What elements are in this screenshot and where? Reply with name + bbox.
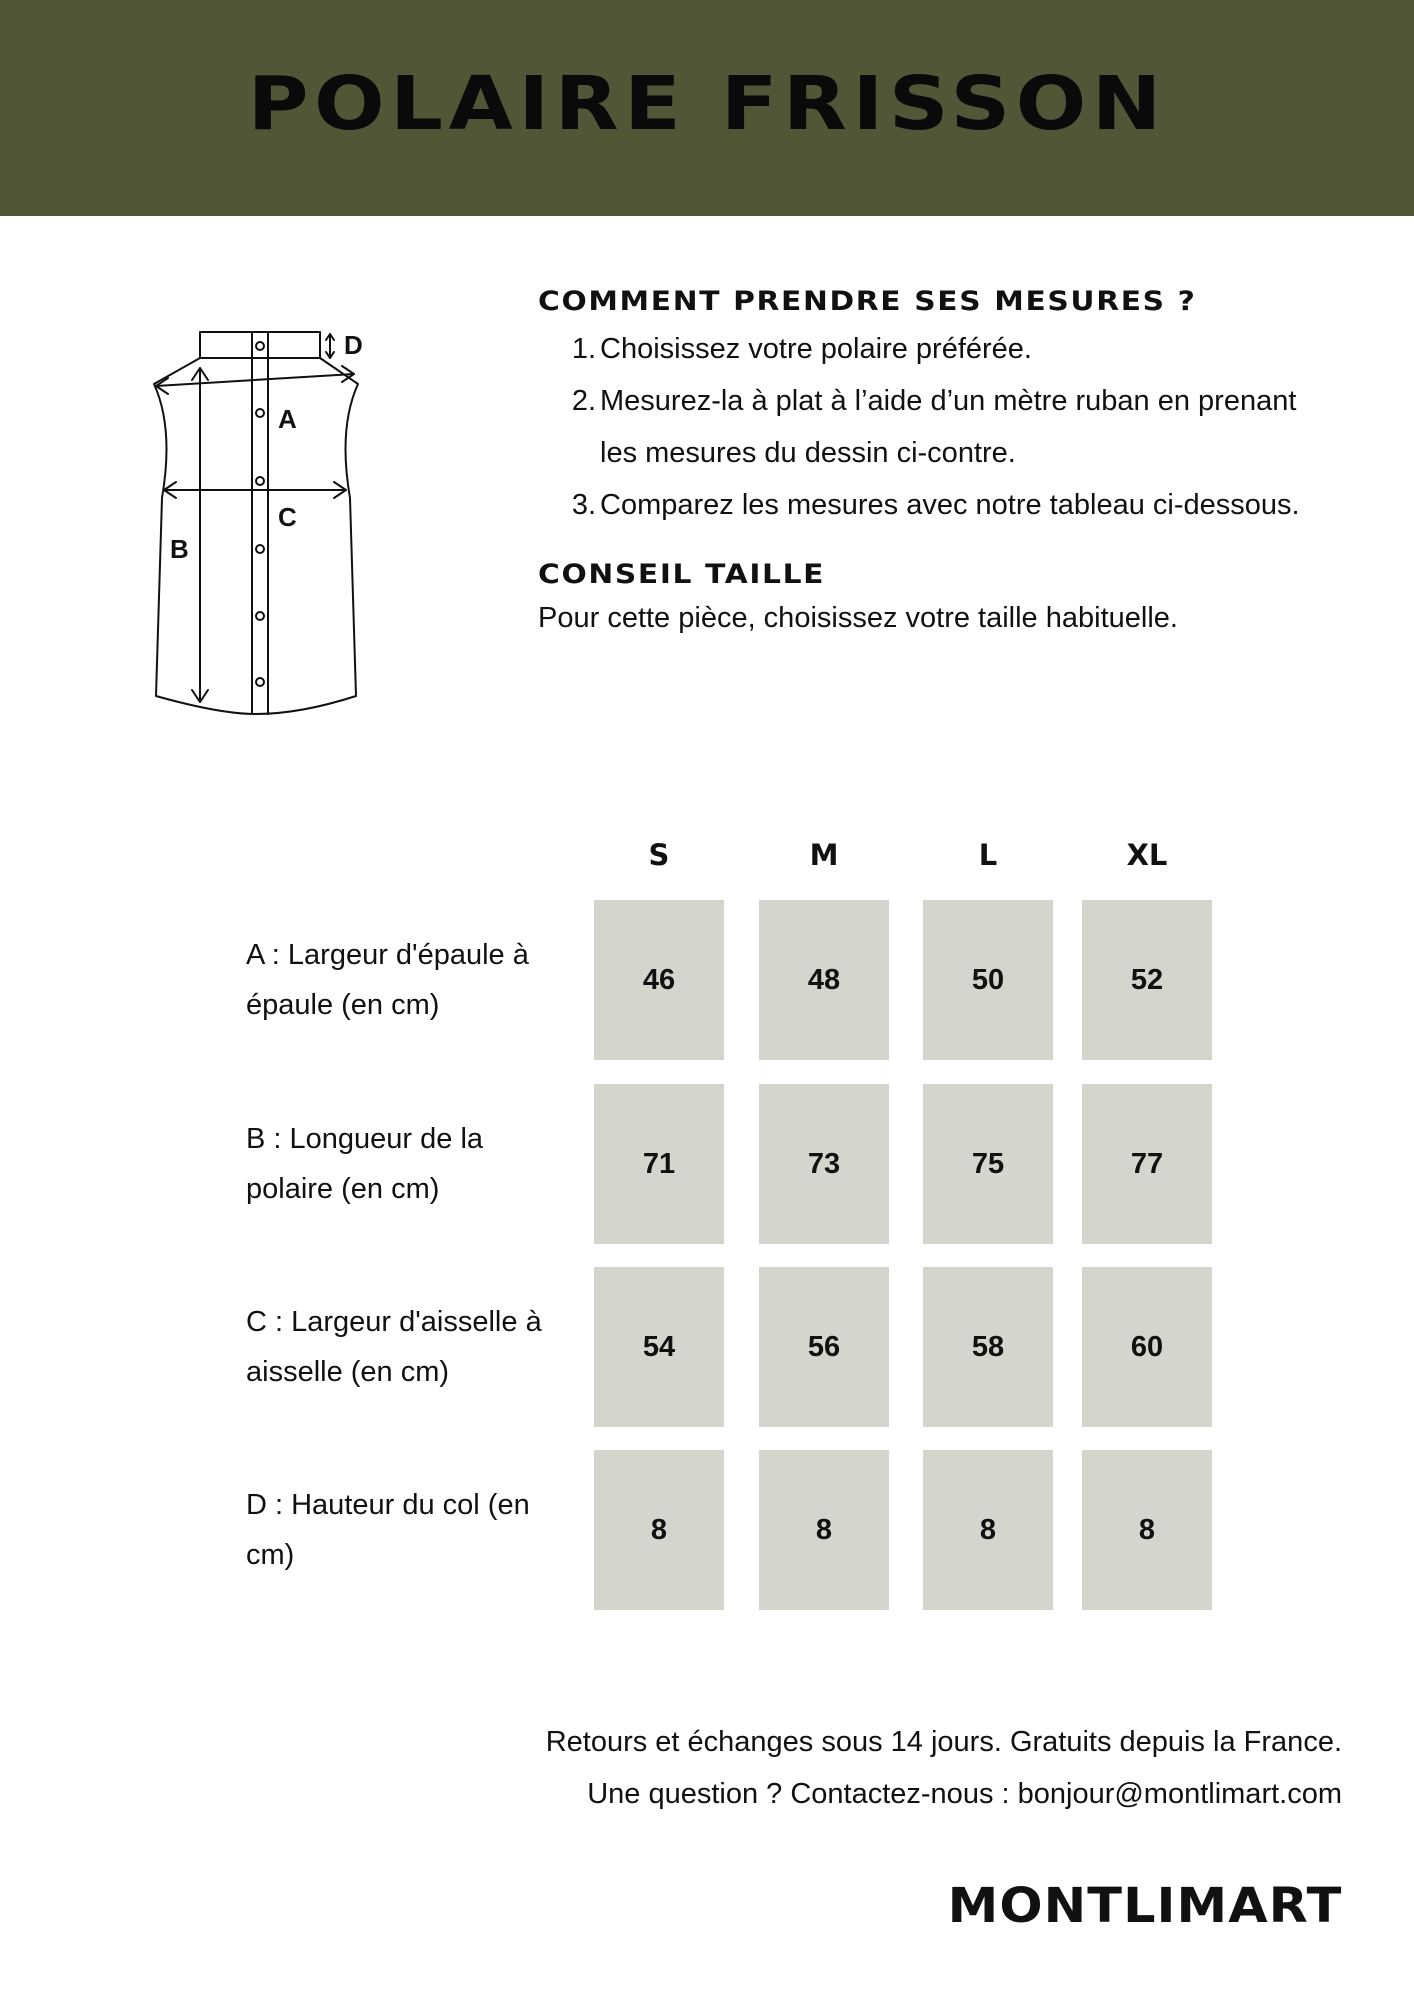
steps-list — [538, 323, 1398, 531]
table-cell: 56 — [759, 1267, 889, 1427]
step-text: Comparez les mesures avec notre tableau ci-dessous. — [600, 489, 1300, 521]
table-cell: 60 — [1082, 1267, 1212, 1427]
how-to-heading: COMMENT PRENDRE SES MESURES ? — [538, 286, 1197, 317]
contact-info: Une question ? Contactez-nous : bonjour@montlimart.com — [587, 1778, 1342, 1810]
table-cell: 8 — [1082, 1450, 1212, 1610]
vest-measurement-diagram — [140, 318, 380, 738]
table-cell: 58 — [923, 1267, 1053, 1427]
brand-logo: MONTLIMART — [947, 1878, 1342, 1934]
page-title: POLAIRE FRISSON — [247, 61, 1167, 147]
diagram-label-a: A — [278, 404, 297, 434]
size-header-xl: XL — [1126, 838, 1168, 872]
row-label-c: C : Largeur d'aisselle à aisselle (en cm) — [246, 1306, 542, 1388]
instructions — [538, 286, 1398, 644]
row-label-b: B : Longueur de la polaire (en cm) — [246, 1123, 484, 1205]
table-cell: 8 — [759, 1450, 889, 1610]
table-cell: 50 — [923, 900, 1053, 1060]
size-header-m: M — [809, 838, 839, 872]
row-label-d: D : Hauteur du col (en cm) — [246, 1489, 530, 1571]
step-number: 3. — [571, 489, 596, 521]
returns-info: Retours et échanges sous 14 jours. Gratuits depuis la France. — [545, 1726, 1342, 1758]
button-icon — [256, 342, 264, 350]
button-icon — [256, 678, 264, 686]
size-header-l: L — [978, 838, 998, 872]
list-item — [538, 323, 1398, 375]
list-item — [538, 375, 1398, 479]
button-icon — [256, 545, 264, 553]
table-cell: 8 — [923, 1450, 1053, 1610]
table-cell: 48 — [759, 900, 889, 1060]
row-label-a: A : Largeur d'épaule à épaule (en cm) — [246, 939, 529, 1021]
table-cell: 71 — [594, 1084, 724, 1244]
step-text: Choisissez votre polaire préférée. — [600, 333, 1032, 365]
header-banner — [0, 0, 1414, 216]
list-item — [538, 479, 1398, 531]
advice-text: Pour cette pièce, choisissez votre taille habituelle. — [538, 602, 1178, 634]
table-cell: 75 — [923, 1084, 1053, 1244]
diagram-label-b: B — [170, 534, 189, 564]
table-cell: 8 — [594, 1450, 724, 1610]
advice-heading: CONSEIL TAILLE — [538, 559, 826, 590]
table-cell: 52 — [1082, 900, 1212, 1060]
size-header-s: S — [648, 838, 670, 872]
table-cell: 54 — [594, 1267, 724, 1427]
diagram-label-c: C — [278, 502, 297, 532]
button-icon — [256, 477, 264, 485]
table-cell: 73 — [759, 1084, 889, 1244]
step-number: 2. — [571, 385, 596, 417]
diagram-label-d: D — [344, 330, 363, 360]
button-icon — [256, 612, 264, 620]
table-cell: 77 — [1082, 1084, 1212, 1244]
button-icon — [256, 409, 264, 417]
step-number: 1. — [571, 333, 596, 365]
table-cell: 46 — [594, 900, 724, 1060]
step-text: Mesurez-la à plat à l’aide d’un mètre ruban en prenant les mesures du dessin ci-contre. — [600, 385, 1297, 469]
